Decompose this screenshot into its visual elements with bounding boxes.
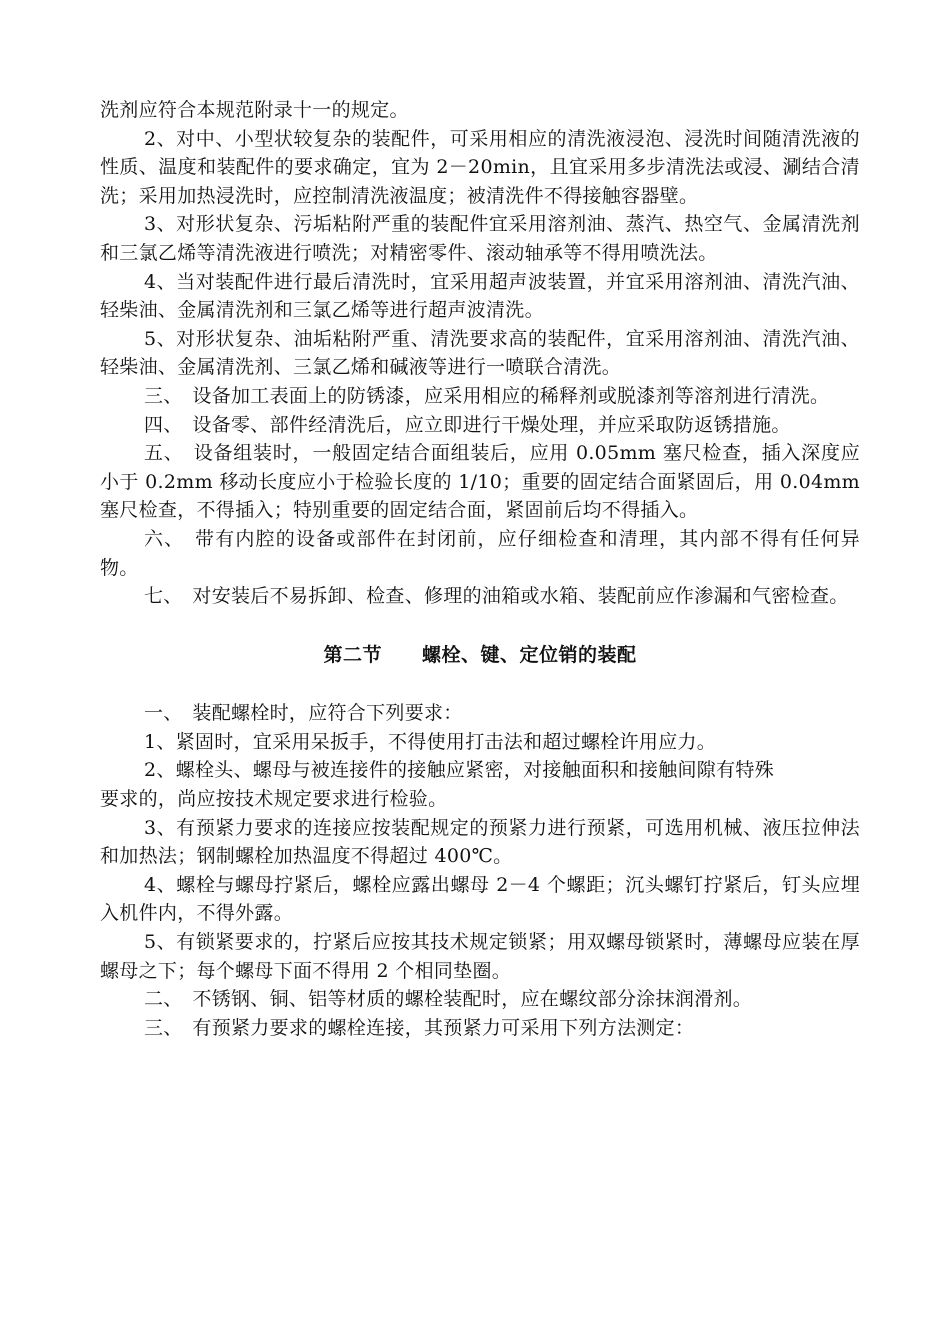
- paragraph: 要求的，尚应按技术规定要求进行检验。: [100, 788, 448, 811]
- paragraph: 2、对中、小型状较复杂的装配件，可采用相应的清洗液浸泡、浸洗时间随清洗液的性质、温度和装配件的要求确定，宜为 2－20min，且宜采用多步清洗法或浸、涮结合清洗；采用加热浸洗时，应控制清洗液温度；被清洗件不得接触容器壁。: [100, 127, 860, 207]
- paragraph: 六、 带有内腔的设备或部件在封闭前，应仔细检查和清理，其内部不得有任何异物。: [100, 527, 860, 579]
- paragraph: 洗剂应符合本规范附录十一的规定。: [100, 99, 409, 121]
- spacer: [100, 669, 860, 699]
- paragraph: 5、对形状复杂、油垢粘附严重、清洗要求高的装配件，宜采用溶剂油、清洗汽油、轻柴油、金属清洗剂、三氯乙烯和碱液等进行一喷联合清洗。: [100, 327, 860, 379]
- paragraph: 三、 设备加工表面上的防锈漆，应采用相应的稀释剂或脱漆剂等溶剂进行清洗。: [144, 384, 830, 407]
- paragraph: 3、有预紧力要求的连接应按装配规定的预紧力进行预紧，可选用机械、液压拉伸法和加热法；钢制螺栓加热温度不得超过 400℃。: [100, 816, 860, 868]
- top-section: [100, 96, 860, 611]
- paragraph: 2、螺栓头、螺母与被连接件的接触应紧密，对接触面积和接触间隙有特殊: [144, 759, 774, 782]
- paragraph: 3、对形状复杂、污垢粘附严重的装配件宜采用溶剂油、蒸汽、热空气、金属清洗剂和三氯乙烯等清洗液进行喷洗；对精密零件、滚动轴承等不得用喷洗法。: [100, 213, 860, 264]
- bottom-section: [100, 699, 860, 1042]
- section-number: 第二节: [323, 643, 382, 666]
- paragraph: 五、 设备组装时，一般固定结合面组装后，应用 0.05mm 塞尺检查，插入深度应小于 0.2mm 移动长度应小于检验长度的 1/10；重要的固定结合面紧固后，用 0.04mm 塞尺检查，不得插入；特别重要的固定结合面，紧固前后均不得插入。: [100, 442, 860, 522]
- spacer: [100, 611, 860, 641]
- paragraph: 4、螺栓与螺母拧紧后，螺栓应露出螺母 2－4 个螺距；沉头螺钉拧紧后，钉头应埋入机件内，不得外露。: [100, 873, 860, 925]
- paragraph: 一、 装配螺栓时，应符合下列要求：: [144, 702, 463, 725]
- paragraph: 5、有锁紧要求的，拧紧后应按其技术规定锁紧；用双螺母锁紧时，薄螺母应装在厚螺母之下；每个螺母下面不得用 2 个相同垫圈。: [100, 931, 860, 982]
- section-title: 螺栓、键、定位销的装配: [422, 643, 637, 666]
- section-heading: [100, 641, 860, 670]
- paragraph: 4、当对装配件进行最后清洗时，宜采用超声波装置，并宜采用溶剂油、清洗汽油、轻柴油、金属清洗剂和三氯乙烯等进行超声波清洗。: [100, 270, 860, 322]
- paragraph: 四、 设备零、部件经清洗后，应立即进行干燥处理，并应采取防返锈措施。: [144, 413, 791, 436]
- paragraph: 七、 对安装后不易拆卸、检查、修理的油箱或水箱、装配前应作渗漏和气密检查。: [144, 585, 849, 608]
- paragraph: 1、紧固时，宜采用呆扳手，不得使用打击法和超过螺栓许用应力。: [144, 730, 717, 753]
- paragraph: 二、 不锈钢、铜、铝等材质的螺栓装配时，应在螺纹部分涂抹润滑剂。: [144, 988, 753, 1011]
- paragraph: 三、 有预紧力要求的螺栓连接，其预紧力可采用下列方法测定：: [144, 1016, 695, 1039]
